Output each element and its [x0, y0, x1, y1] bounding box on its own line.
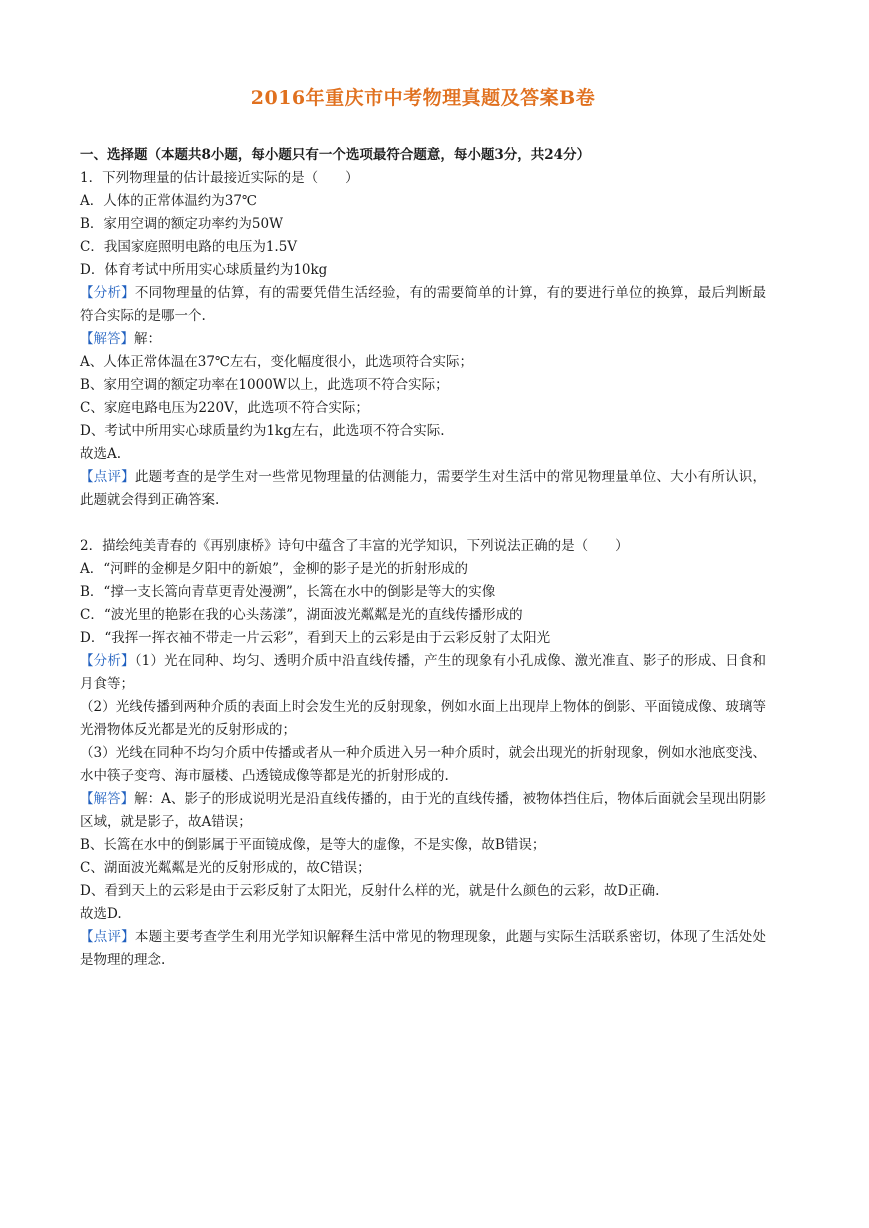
answer-line: A、人体正常体温在37℃左右，变化幅度很小，此选项符合实际； [80, 354, 474, 370]
analysis-tag: 【分析】 [80, 285, 135, 301]
answer-line: D、考试中所用实心球质量约为1kg左右，此选项不符合实际. [80, 423, 445, 439]
option-c: C．我国家庭照明电路的电压为1.5V [80, 239, 298, 255]
option-a: A．“河畔的金柳是夕阳中的新娘”，金柳的影子是光的折射形成的 [80, 561, 469, 577]
option-d: D．体育考试中所用实心球质量约为10kg [80, 262, 328, 278]
comment-tag: 【点评】 [80, 469, 135, 485]
analysis [80, 282, 766, 328]
option-a: A．人体的正常体温约为37℃ [80, 193, 258, 209]
option-b: B．家用空调的额定功率约为50W [80, 216, 283, 232]
answer [80, 328, 766, 351]
analysis [80, 650, 766, 696]
analysis-text: （1）光在同种、均匀、透明介质中沿直线传播，产生的现象有小孔成像、激光准直、影子的形成、日食和月食等； [80, 653, 766, 692]
option-b: B．“撑一支长篙向青草更青处漫溯”，长篙在水中的倒影是等大的实像 [80, 584, 496, 600]
answer-first-line: 解： [134, 331, 161, 347]
comment [80, 926, 766, 972]
answer-line: D、看到天上的云彩是由于云彩反射了太阳光，反射什么样的光，就是什么颜色的云彩，故D正确. [80, 883, 660, 899]
answer-first-line: 解：A、影子的形成说明光是沿直线传播的，由于光的直线传播，被物体挡住后，物体后面就会呈现出阴影区域，就是影子，故A错误； [80, 791, 767, 830]
comment-text: 此题考查的是学生对一些常见物理量的估测能力，需要学生对生活中的常见物理量单位、大小有所认识，此题就会得到正确答案. [80, 469, 767, 508]
comment [80, 466, 766, 512]
comment-text: 本题主要考查学生利用光学知识解释生活中常见的物理现象，此题与实际生活联系密切，体现了生活处处是物理的理念. [80, 929, 767, 968]
answer-tag: 【解答】 [80, 331, 134, 347]
document-title: 2016年重庆市中考物理真题及答案B卷 [250, 87, 596, 109]
question-2 [80, 535, 766, 972]
answer [80, 788, 766, 834]
question-spacer [80, 512, 766, 535]
answer-tag: 【解答】 [80, 791, 135, 807]
answer-line: C、湖面波光粼粼是光的反射形成的，故C错误； [80, 860, 371, 876]
section-heading: 一、选择题（本题共8小题，每小题只有一个选项最符合题意，每小题3分，共24分） [80, 147, 591, 163]
analysis-paragraph: （3）光线在同种不均匀介质中传播或者从一种介质进入另一种介质时，就会出现光的折射现象，例如水池底变浅、水中筷子变弯、海市蜃楼、凸透镜成像等都是光的折射形成的. [80, 745, 766, 784]
answer-line: B、家用空调的额定功率在1000W以上，此选项不符合实际； [80, 377, 449, 393]
document-page [80, 84, 766, 972]
analysis-paragraph: （2）光线传播到两种介质的表面上时会发生光的反射现象，例如水面上出现岸上物体的倒影、平面镜成像、玻璃等光滑物体反光都是光的反射形成的； [80, 699, 766, 738]
question-1 [80, 167, 766, 512]
answer-line: C、家庭电路电压为220V，此选项不符合实际； [80, 400, 369, 416]
analysis-text: 不同物理量的估算，有的需要凭借生活经验，有的需要简单的计算，有的要进行单位的换算，最后判断最符合实际的是哪一个. [80, 285, 767, 324]
analysis-tag: 【分析】 [80, 653, 135, 669]
answer-line: B、长篙在水中的倒影属于平面镜成像，是等大的虚像，不是实像，故B错误； [80, 837, 546, 853]
comment-tag: 【点评】 [80, 929, 135, 945]
answer-choice: 故选A. [80, 446, 122, 462]
option-c: C．“波光里的艳影在我的心头荡漾”，湖面波光粼粼是光的直线传播形成的 [80, 607, 523, 623]
question-stem: 1．下列物理量的估计最接近实际的是（ ） [80, 170, 359, 186]
option-d: D．“我挥一挥衣袖不带走一片云彩”，看到天上的云彩是由于云彩反射了太阳光 [80, 630, 551, 646]
question-stem: 2．描绘纯美青春的《再别康桥》诗句中蕴含了丰富的光学知识，下列说法正确的是（ ） [80, 538, 629, 554]
answer-choice: 故选D. [80, 906, 122, 922]
